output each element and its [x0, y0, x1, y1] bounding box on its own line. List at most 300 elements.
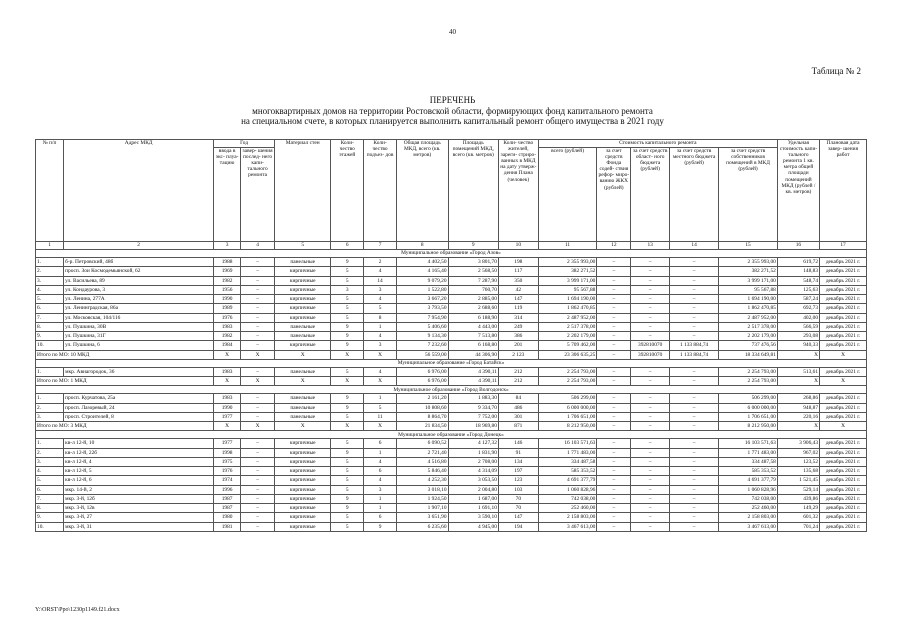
table-cell: 8.	[36, 322, 64, 331]
section-header-row	[36, 431, 867, 439]
header-address: Адрес МКД	[64, 140, 214, 242]
table-cell: –	[670, 485, 719, 494]
total-cell: X	[214, 377, 241, 386]
table-cell: –	[631, 332, 670, 341]
table-cell: 6 235,60	[396, 522, 448, 531]
table-cell: кирпичные	[275, 313, 331, 322]
table-cell: –	[670, 522, 719, 531]
table-cell: 5	[331, 276, 364, 285]
table-cell: 4 390,11	[448, 367, 498, 376]
table-cell: 5	[331, 476, 364, 485]
table-cell: 301	[498, 412, 538, 421]
table-cell: 566,59	[777, 322, 819, 331]
table-cell: 3.	[36, 457, 64, 466]
table-cell: 4	[364, 367, 397, 376]
table-cell: –	[597, 332, 631, 341]
total-cell: X	[275, 422, 331, 431]
table-cell: –	[670, 476, 719, 485]
table-cell: декабрь 2021 г.	[820, 313, 867, 322]
table-cell: 3 793,50	[396, 304, 448, 313]
column-number-row	[36, 242, 867, 250]
table-cell: 940,33	[777, 341, 819, 350]
table-cell: –	[631, 485, 670, 494]
column-number: 2	[64, 242, 214, 250]
table-cell: кирпичные	[275, 439, 331, 448]
table-cell: 2 688,60	[448, 304, 498, 313]
total-cell: X	[820, 377, 867, 386]
table-cell: 4	[364, 457, 397, 466]
table-cell: –	[670, 513, 719, 522]
total-cell: 18 334 649,81	[719, 350, 778, 359]
table-cell: просп. Лазоревый, 24	[64, 403, 214, 412]
table-cell: 9	[331, 448, 364, 457]
table-cell: 70	[498, 504, 538, 513]
table-cell: 3	[364, 341, 397, 350]
table-cell: 194	[498, 522, 538, 531]
table-cell: –	[670, 504, 719, 513]
table-cell: 2	[364, 258, 397, 267]
table-cell: –	[597, 504, 631, 513]
table-cell: –	[241, 285, 275, 294]
table-cell: 252 460,00	[719, 504, 778, 513]
table-cell: кирпичные	[275, 285, 331, 294]
title-line-2: многоквартирных домов на территории Ростовской области, формирующих фонд капитального ремонта	[252, 105, 653, 116]
column-number: 13	[631, 242, 670, 250]
table-cell: 6.	[36, 304, 64, 313]
table-cell: 2 708,00	[448, 457, 498, 466]
table-cell: 601,32	[777, 513, 819, 522]
table-cell: –	[597, 258, 631, 267]
table-row	[36, 403, 867, 412]
table-cell: 147	[498, 513, 538, 522]
table-cell: –	[670, 322, 719, 331]
table-cell: мкр. 3-й, 27	[64, 513, 214, 522]
table-cell: –	[670, 276, 719, 285]
table-cell: 1984	[214, 341, 241, 350]
column-number: 14	[670, 242, 719, 250]
table-row	[36, 332, 867, 341]
header-cost-group: Стоимость капитального ремонта	[538, 140, 777, 148]
table-cell: 4	[364, 267, 397, 276]
table-cell: 4 443,00	[448, 322, 498, 331]
table-cell: –	[597, 485, 631, 494]
table-cell: ул. Ленина, 277А	[64, 295, 214, 304]
table-cell: 439,86	[777, 494, 819, 503]
table-cell: 1982	[214, 276, 241, 285]
table-cell: 334 487,58	[538, 457, 597, 466]
table-cell: панельные	[275, 322, 331, 331]
table-cell: 5	[331, 513, 364, 522]
table-cell: 1 862 470,85	[719, 304, 778, 313]
table-cell: 1 883,30	[448, 394, 498, 403]
table-cell: 197	[498, 467, 538, 476]
column-number: 12	[597, 242, 631, 250]
table-cell: 4 127,32	[448, 439, 498, 448]
table-cell: 4 945,00	[448, 522, 498, 531]
header-cost-owners: за счет средств собственников помещений в МКД (рублей)	[719, 148, 778, 242]
table-cell: –	[597, 448, 631, 457]
total-cell: X	[777, 422, 819, 431]
table-cell: –	[597, 313, 631, 322]
header-entrances: Коли- чество подъез- дов	[364, 140, 397, 242]
section-header-row	[36, 250, 867, 258]
total-cell: 8 212 950,00	[719, 422, 778, 431]
table-cell: 4 165,40	[396, 267, 448, 276]
total-cell: 44 306,90	[448, 350, 498, 359]
table-cell: 5	[331, 267, 364, 276]
section-name: Муниципальное образование «Город Донецк»	[36, 431, 867, 439]
table-cell: 1.	[36, 394, 64, 403]
table-cell: 42	[498, 285, 538, 294]
table-cell: –	[241, 304, 275, 313]
table-cell: 1 133 884,74	[670, 341, 719, 350]
table-cell: декабрь 2021 г.	[820, 494, 867, 503]
table-cell: декабрь 2021 г.	[820, 341, 867, 350]
table-row	[36, 295, 867, 304]
table-cell: 252 460,00	[538, 504, 597, 513]
table-row	[36, 457, 867, 466]
table-cell: 149,29	[777, 504, 819, 513]
column-number: 4	[241, 242, 275, 250]
table-cell: 1988	[214, 258, 241, 267]
table-cell: 6.	[36, 485, 64, 494]
table-cell: 5	[331, 313, 364, 322]
table-cell: 513,61	[777, 367, 819, 376]
table-label: Таблица № 2	[811, 66, 861, 76]
table-cell: 1 521,45	[777, 476, 819, 485]
table-cell: –	[670, 313, 719, 322]
table-cell: 1980	[214, 513, 241, 522]
table-cell: –	[631, 504, 670, 513]
table-cell: 9	[331, 494, 364, 503]
table-cell: просп. Курчатова, 25а	[64, 394, 214, 403]
table-cell: 4 691 377,79	[719, 476, 778, 485]
table-cell: ул. Пушкина, 31Г	[64, 332, 214, 341]
table-cell: 6	[364, 467, 397, 476]
table-cell: 382 271,52	[719, 267, 778, 276]
table-cell: 1	[364, 448, 397, 457]
table-cell: –	[670, 267, 719, 276]
table-cell: 9	[331, 258, 364, 267]
section-header-row	[36, 359, 867, 367]
table-cell: кирпичные	[275, 276, 331, 285]
column-number: 15	[719, 242, 778, 250]
buildings-table	[35, 139, 867, 532]
table-cell: –	[241, 485, 275, 494]
total-cell: X	[275, 350, 331, 359]
table-cell: 5	[331, 439, 364, 448]
table-cell: –	[597, 267, 631, 276]
table-cell: 1987	[214, 494, 241, 503]
total-cell: 2 254 793,00	[538, 377, 597, 386]
table-cell: 1	[364, 504, 397, 513]
total-cell: 212	[498, 377, 538, 386]
table-cell: –	[670, 285, 719, 294]
table-cell: 1 706 651,00	[538, 412, 597, 421]
header-no: № п/п	[36, 140, 64, 242]
table-cell: ул. Пушкина, 6	[64, 341, 214, 350]
column-number: 8	[396, 242, 448, 250]
table-cell: –	[241, 258, 275, 267]
table-cell: 10 808,60	[396, 403, 448, 412]
table-cell: 382 271,52	[538, 267, 597, 276]
table-cell: 9	[364, 522, 397, 531]
total-cell: X	[364, 422, 397, 431]
table-cell: 529,14	[777, 485, 819, 494]
total-cell: X	[241, 377, 275, 386]
total-label: Итого по МО: 10 МКД	[36, 350, 214, 359]
table-row	[36, 513, 867, 522]
table-cell: 4 691 377,79	[538, 476, 597, 485]
table-cell: –	[597, 457, 631, 466]
table-cell: 6	[364, 439, 397, 448]
table-cell: 8 864,70	[396, 412, 448, 421]
total-cell: X	[777, 377, 819, 386]
header-wall: Материал стен	[275, 140, 331, 242]
table-cell: декабрь 2021 г.	[820, 322, 867, 331]
table-cell: –	[670, 394, 719, 403]
table-cell: кирпичные	[275, 485, 331, 494]
table-cell: 1990	[214, 295, 241, 304]
table-header	[36, 140, 867, 242]
table-cell: 6 000 000,00	[719, 403, 778, 412]
table-cell: 1	[364, 494, 397, 503]
table-cell: 3.	[36, 412, 64, 421]
total-cell: X	[331, 422, 364, 431]
table-cell: 7.	[36, 313, 64, 322]
table-cell: –	[241, 476, 275, 485]
header-floors: Коли- чество этажей	[331, 140, 364, 242]
table-cell: 314	[498, 313, 538, 322]
table-cell: –	[241, 467, 275, 476]
header-cost-local: за счет средств местного бюджета (рублей)	[670, 148, 719, 242]
table-cell: 212	[498, 367, 538, 376]
table-cell: –	[631, 367, 670, 376]
table-cell: 9	[331, 403, 364, 412]
table-cell: 10.	[36, 522, 64, 531]
table-cell: –	[241, 412, 275, 421]
table-cell: –	[631, 513, 670, 522]
header-year: Год	[214, 140, 275, 148]
table-cell: –	[597, 304, 631, 313]
table-cell: 760,70	[448, 285, 498, 294]
table-cell: 1981	[214, 522, 241, 531]
table-row	[36, 394, 867, 403]
table-cell: 201	[498, 341, 538, 350]
table-cell: 1 060 828,96	[538, 485, 597, 494]
table-cell: ул. Кондаурова, 3	[64, 285, 214, 294]
table-cell: 4 252,30	[396, 476, 448, 485]
table-cell: 70	[498, 494, 538, 503]
table-cell: –	[631, 313, 670, 322]
table-row	[36, 258, 867, 267]
table-cell: –	[670, 258, 719, 267]
table-cell: 2 568,50	[448, 267, 498, 276]
table-cell: 95 567,88	[538, 285, 597, 294]
table-cell: 3 590,10	[448, 513, 498, 522]
table-cell: просп. Зои Космодемьянской, 62	[64, 267, 214, 276]
table-cell: 334 487,58	[719, 457, 778, 466]
table-cell: 2 158 803,00	[719, 513, 778, 522]
total-cell: 2 123	[498, 350, 538, 359]
table-cell: 350	[498, 276, 538, 285]
table-cell: 2 721,40	[396, 448, 448, 457]
total-cell: –	[597, 377, 631, 386]
table-cell: 14	[364, 276, 397, 285]
table-cell: 2 517 378,00	[719, 322, 778, 331]
section-name: Муниципальное образование «Город Азов»	[36, 250, 867, 258]
table-cell: 1998	[214, 448, 241, 457]
table-row	[36, 367, 867, 376]
table-row	[36, 276, 867, 285]
table-cell: –	[670, 367, 719, 376]
table-cell: –	[631, 476, 670, 485]
table-cell: 9 334,70	[448, 403, 498, 412]
column-number: 17	[820, 242, 867, 250]
table-cell: кирпичные	[275, 504, 331, 513]
total-cell: –	[597, 350, 631, 359]
table-cell: 7 752,00	[448, 412, 498, 421]
table-cell: 5	[331, 412, 364, 421]
table-cell: кирпичные	[275, 467, 331, 476]
table-cell: 5.	[36, 476, 64, 485]
column-number: 5	[275, 242, 331, 250]
table-cell: ул. Московская, 104/116	[64, 313, 214, 322]
table-body	[36, 242, 867, 532]
table-cell: –	[241, 367, 275, 376]
header-residents: Коли- чество жителей, зареги- стриро- ванных в МКД на дату утверж- дения Плана (человек)	[498, 140, 538, 242]
table-cell: кв-л 12-й, 5	[64, 467, 214, 476]
table-cell: 5.	[36, 295, 64, 304]
total-row	[36, 422, 867, 431]
table-cell: 4	[364, 332, 397, 341]
section-name: Муниципальное образование «Город Волгодонск»	[36, 386, 867, 394]
column-number: 10	[498, 242, 538, 250]
table-cell: кирпичные	[275, 341, 331, 350]
table-row	[36, 467, 867, 476]
table-cell: декабрь 2021 г.	[820, 467, 867, 476]
table-cell: 117	[498, 267, 538, 276]
table-cell: –	[631, 448, 670, 457]
total-cell: 2 254 793,00	[719, 377, 778, 386]
table-cell: –	[597, 285, 631, 294]
table-cell: 3 667,20	[396, 295, 448, 304]
table-row	[36, 448, 867, 457]
table-cell: ул. Васильева, 89	[64, 276, 214, 285]
table-row	[36, 485, 867, 494]
table-cell: 5	[331, 457, 364, 466]
table-cell: 506 299,00	[538, 394, 597, 403]
table-cell: –	[631, 285, 670, 294]
table-cell: 402,00	[777, 313, 819, 322]
header-planned-date: Плановая дата завер- шения работ	[820, 140, 867, 242]
document-title	[0, 95, 905, 127]
total-cell: X	[241, 422, 275, 431]
table-cell: 9.	[36, 332, 64, 341]
table-cell: 5 846,40	[396, 467, 448, 476]
table-cell: 6 168,80	[448, 341, 498, 350]
total-cell: 4 390,11	[448, 377, 498, 386]
table-cell: 135,68	[777, 467, 819, 476]
table-cell: –	[597, 494, 631, 503]
table-cell: мкр. 3-й, 12б	[64, 494, 214, 503]
total-cell: X	[777, 350, 819, 359]
table-cell: 6 090,52	[396, 439, 448, 448]
table-cell: 3 467 613,00	[538, 522, 597, 531]
table-cell: 7 513,80	[448, 332, 498, 341]
table-cell: панельные	[275, 412, 331, 421]
table-cell: 147	[498, 295, 538, 304]
total-cell: X	[364, 350, 397, 359]
table-cell: 6 000 000,00	[538, 403, 597, 412]
table-cell: 5	[331, 367, 364, 376]
table-cell: декабрь 2021 г.	[820, 267, 867, 276]
table-cell: –	[597, 322, 631, 331]
table-cell: 1 694 190,00	[719, 295, 778, 304]
table-cell: 2 487 952,00	[719, 313, 778, 322]
table-cell: панельные	[275, 332, 331, 341]
table-cell: 220,16	[777, 412, 819, 421]
table-cell: –	[597, 403, 631, 412]
table-cell: –	[241, 341, 275, 350]
table-cell: 1 771 483,00	[719, 448, 778, 457]
table-cell: 1 687,00	[448, 494, 498, 503]
table-cell: –	[241, 504, 275, 513]
table-cell: кирпичные	[275, 457, 331, 466]
total-cell: 1 133 884,74	[670, 350, 719, 359]
table-cell: декабрь 2021 г.	[820, 457, 867, 466]
table-cell: кирпичные	[275, 295, 331, 304]
table-cell: панельные	[275, 258, 331, 267]
table-cell: –	[670, 448, 719, 457]
table-cell: –	[670, 332, 719, 341]
table-cell: 742 038,00	[719, 494, 778, 503]
table-cell: 5	[364, 403, 397, 412]
table-cell: –	[670, 457, 719, 466]
total-cell: X	[275, 377, 331, 386]
section-header-row	[36, 386, 867, 394]
table-cell: 4.	[36, 285, 64, 294]
table-cell: ул. Пушкина, 30В	[64, 322, 214, 331]
table-cell: –	[597, 412, 631, 421]
table-cell: 548,74	[777, 276, 819, 285]
table-cell: 2.	[36, 448, 64, 457]
table-cell: декабрь 2021 г.	[820, 295, 867, 304]
table-cell: 1982	[214, 332, 241, 341]
table-cell: 1 694 190,00	[538, 295, 597, 304]
table-cell: –	[241, 267, 275, 276]
table-cell: кирпичные	[275, 494, 331, 503]
table-cell: декабрь 2021 г.	[820, 276, 867, 285]
total-cell: X	[214, 422, 241, 431]
table-cell: 5 406,60	[396, 322, 448, 331]
table-cell: 3 053,50	[448, 476, 498, 485]
table-cell: 5	[331, 522, 364, 531]
table-cell: декабрь 2021 г.	[820, 485, 867, 494]
table-cell: –	[597, 295, 631, 304]
table-cell: 3 018,10	[396, 485, 448, 494]
header-cost-regional: за счет средств област- ного бюджета (рублей)	[631, 148, 670, 242]
table-cell: декабрь 2021 г.	[820, 476, 867, 485]
total-label: Итого по МО: 3 МКД	[36, 422, 214, 431]
table-cell: 7 232,60	[396, 341, 448, 350]
table-cell: 1974	[214, 476, 241, 485]
table-cell: панельные	[275, 394, 331, 403]
table-cell: 1975	[214, 457, 241, 466]
table-row	[36, 522, 867, 531]
column-number: 3	[214, 242, 241, 250]
table-row	[36, 476, 867, 485]
